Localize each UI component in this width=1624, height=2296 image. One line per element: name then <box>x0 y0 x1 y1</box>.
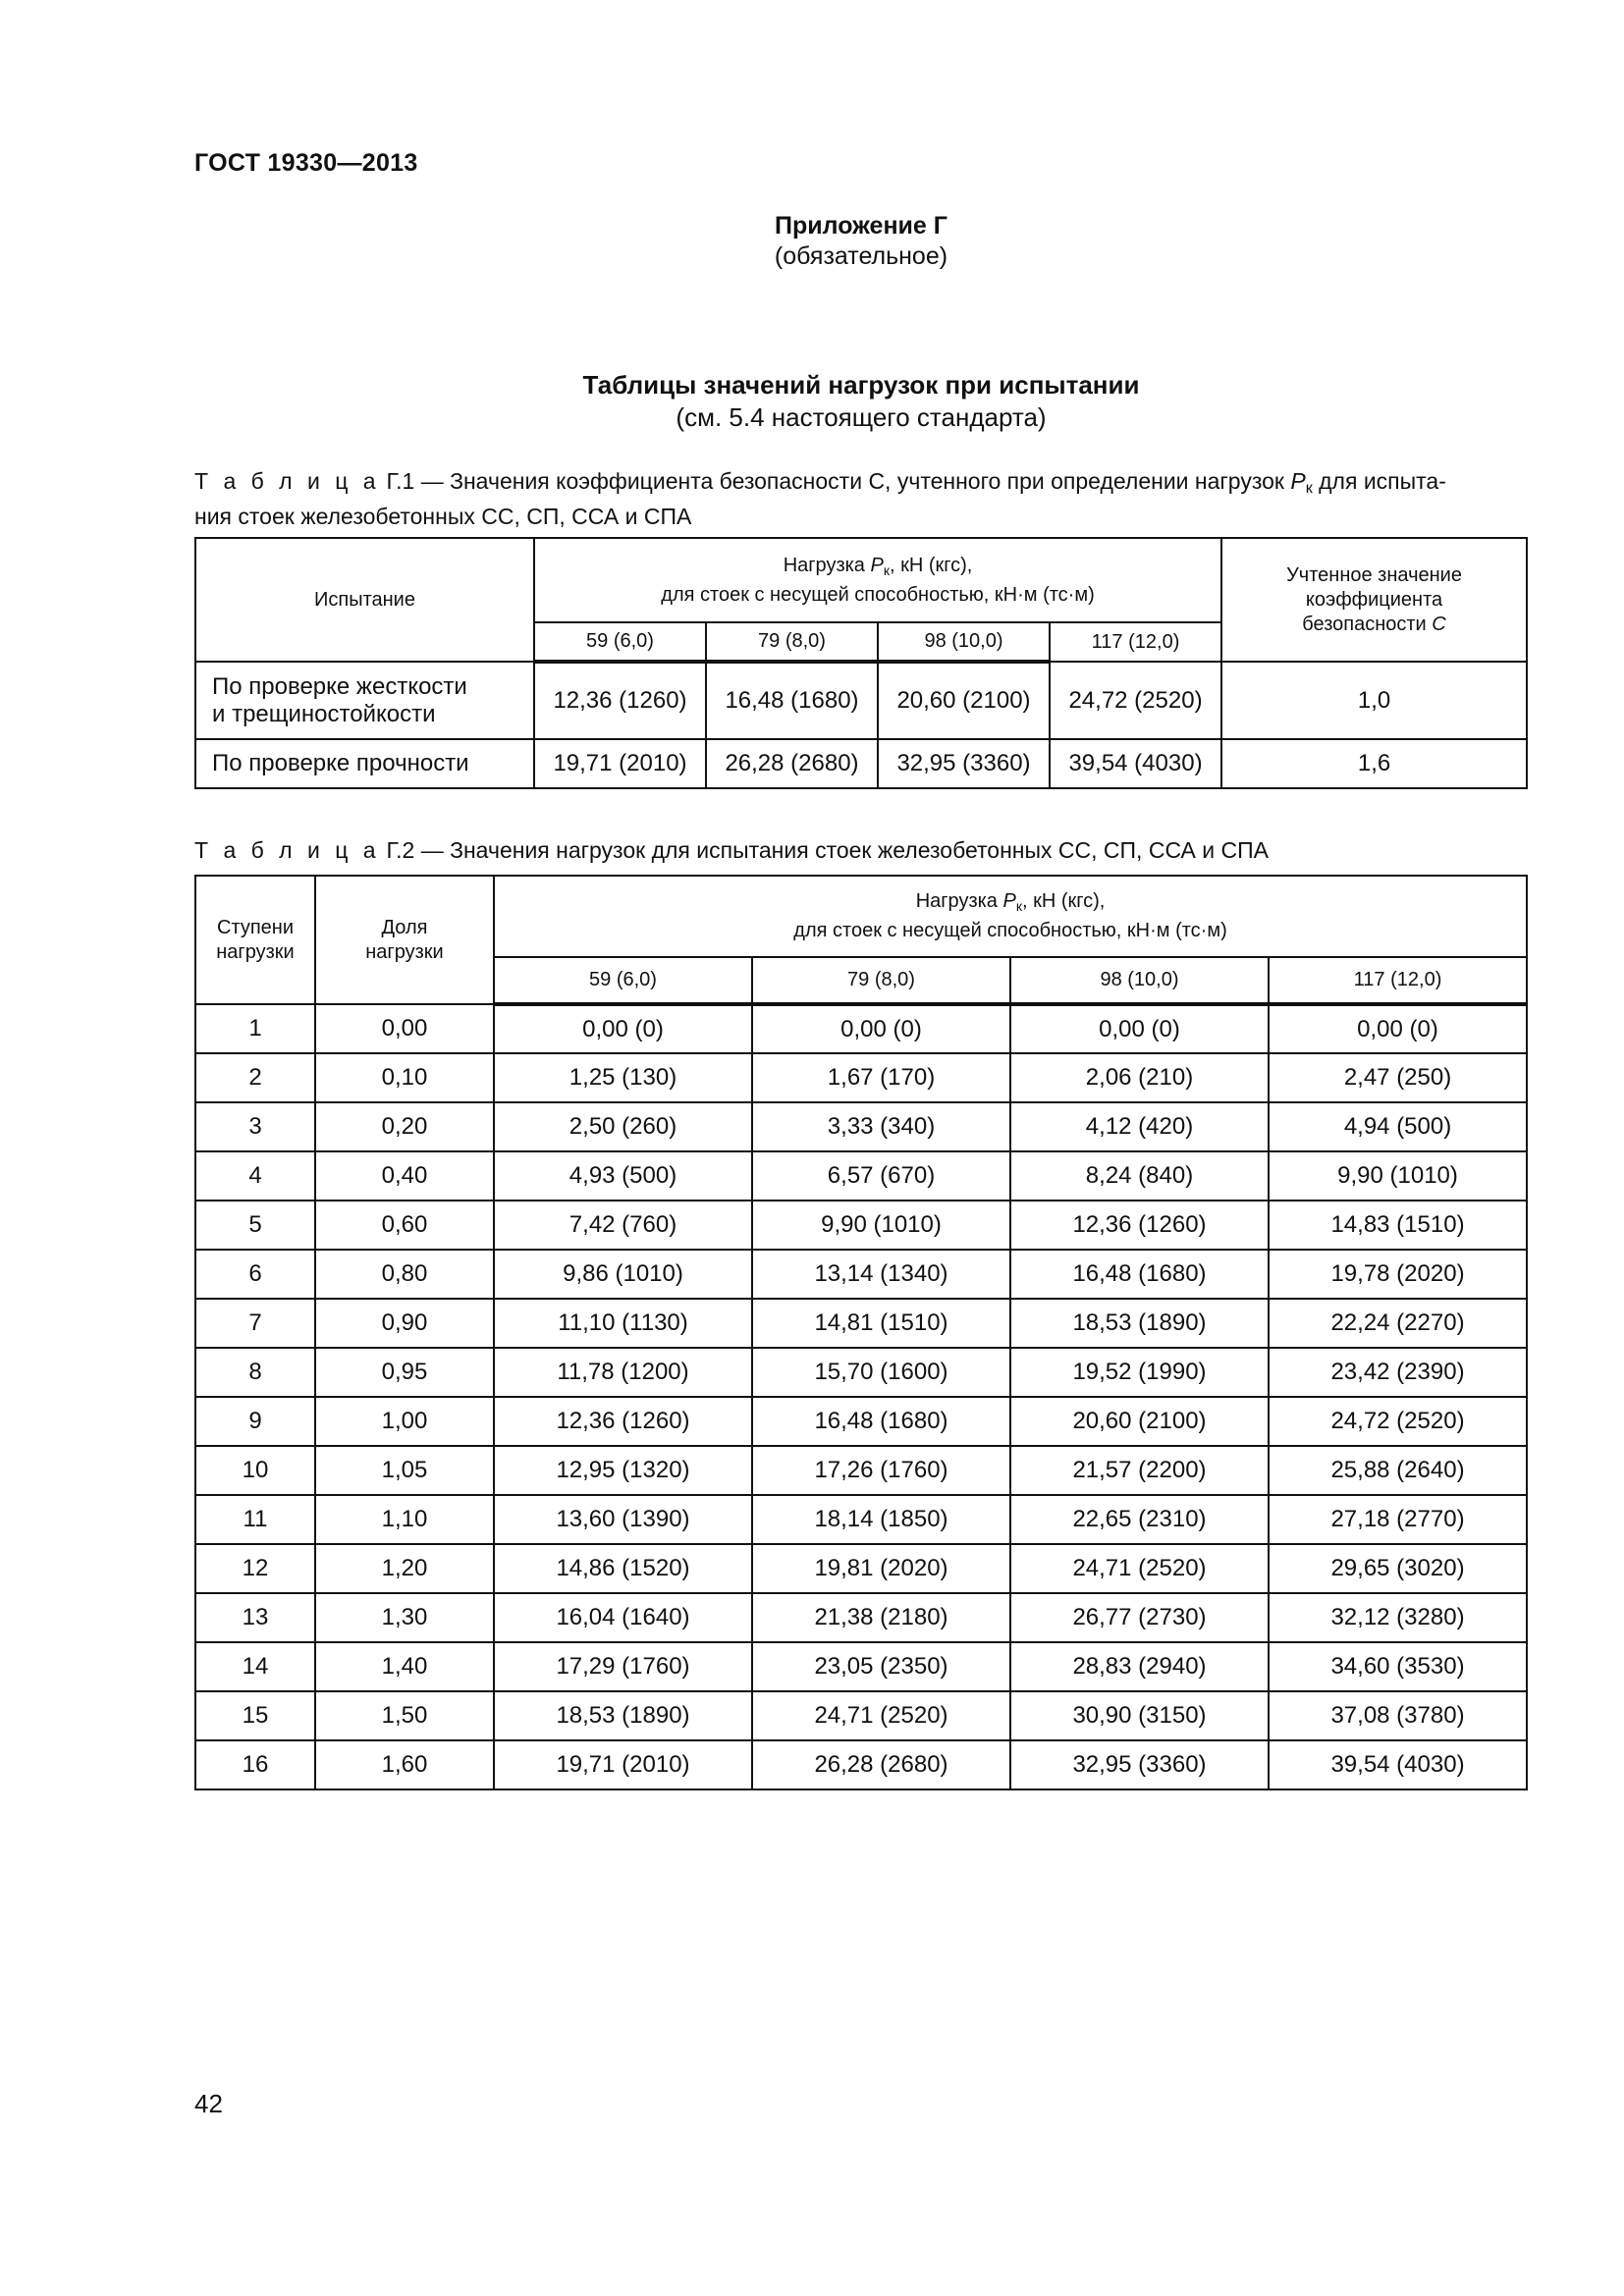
appendix-title: Приложение Г <box>775 212 947 240</box>
table-cell: 1,67 (170) <box>752 1053 1010 1102</box>
table-cell: 22,24 (2270) <box>1269 1299 1527 1348</box>
table-cell: 19,71 (2010) <box>534 739 706 788</box>
table2-step-cell: 5 <box>195 1201 315 1250</box>
table2-share-cell: 0,90 <box>315 1299 494 1348</box>
table-cell: 12,95 (1320) <box>494 1446 752 1495</box>
table-cell: 20,60 (2100) <box>878 662 1050 739</box>
table-cell: 2,50 (260) <box>494 1102 752 1151</box>
table2-capacity: 117 (12,0) <box>1269 957 1527 1004</box>
table-cell: 14,86 (1520) <box>494 1544 752 1593</box>
table-cell: 24,72 (2520) <box>1050 662 1221 739</box>
table1-header-load: Нагрузка $P_к$, кН (кгс), для стоек с несущей способностью, кН·м (тс·м) <box>534 538 1221 622</box>
table-cell: 18,14 (1850) <box>752 1495 1010 1544</box>
appendix-status: (обязательное) <box>774 242 948 270</box>
table-row <box>195 1642 1527 1691</box>
table-cell: 18,53 (1890) <box>494 1691 752 1740</box>
document-code: ГОСТ 19330—2013 <box>194 149 418 177</box>
table-cell: 25,88 (2640) <box>1269 1446 1527 1495</box>
table-cell: 13,60 (1390) <box>494 1495 752 1544</box>
table-cell: 14,83 (1510) <box>1269 1201 1527 1250</box>
table2-step-cell: 12 <box>195 1544 315 1593</box>
table2-share-cell: 0,40 <box>315 1151 494 1201</box>
table2-step-cell: 2 <box>195 1053 315 1102</box>
table-cell: 16,48 (1680) <box>752 1397 1010 1446</box>
table-cell: 17,29 (1760) <box>494 1642 752 1691</box>
table-cell: 2,06 (210) <box>1010 1053 1269 1102</box>
table-row <box>195 1740 1527 1789</box>
table-row <box>195 662 1527 739</box>
table2-header-row <box>195 876 1527 957</box>
table-cell: 21,57 (2200) <box>1010 1446 1269 1495</box>
table2-step-cell: 9 <box>195 1397 315 1446</box>
table2-share-cell: 1,30 <box>315 1593 494 1642</box>
section-heading <box>0 369 1624 434</box>
table2-share-cell: 0,20 <box>315 1102 494 1151</box>
table-cell: 18,53 (1890) <box>1010 1299 1269 1348</box>
table1-caption-label: Т а б л и ц а <box>194 468 381 494</box>
table-cell: 26,77 (2730) <box>1010 1593 1269 1642</box>
section-subtitle: (см. 5.4 настоящего стандарта) <box>676 402 1047 432</box>
table-cell: 6,57 (670) <box>752 1151 1010 1201</box>
table-cell: 39,54 (4030) <box>1269 1740 1527 1789</box>
table1 <box>194 537 1528 789</box>
table2-capacity: 79 (8,0) <box>752 957 1010 1004</box>
table1-capacity: 117 (12,0) <box>1050 622 1221 662</box>
table-cell: 0,00 (0) <box>1269 1004 1527 1053</box>
table1-capacity: 59 (6,0) <box>534 622 706 662</box>
table-cell: 39,54 (4030) <box>1050 739 1221 788</box>
table-cell: 9,86 (1010) <box>494 1250 752 1299</box>
table-cell: 24,71 (2520) <box>752 1691 1010 1740</box>
table-cell: 15,70 (1600) <box>752 1348 1010 1397</box>
table-cell: 20,60 (2100) <box>1010 1397 1269 1446</box>
table-cell: 4,94 (500) <box>1269 1102 1527 1151</box>
table-cell: 12,36 (1260) <box>1010 1201 1269 1250</box>
table-row <box>195 1544 1527 1593</box>
table-cell: 2,47 (250) <box>1269 1053 1527 1102</box>
table-row <box>195 1593 1527 1642</box>
table-row <box>195 1004 1527 1053</box>
table-cell: 19,71 (2010) <box>494 1740 752 1789</box>
table-cell: 11,10 (1130) <box>494 1299 752 1348</box>
table-cell: 19,81 (2020) <box>752 1544 1010 1593</box>
table2-share-cell: 1,20 <box>315 1544 494 1593</box>
table-cell: 21,38 (2180) <box>752 1593 1010 1642</box>
table-row <box>195 1691 1527 1740</box>
table2-share-cell: 1,10 <box>315 1495 494 1544</box>
table-row <box>195 1299 1527 1348</box>
table-row <box>195 1201 1527 1250</box>
table-cell: 0,00 (0) <box>494 1004 752 1053</box>
table-row <box>195 739 1527 788</box>
table2-step-cell: 16 <box>195 1740 315 1789</box>
table2-step-cell: 13 <box>195 1593 315 1642</box>
table-cell: 24,71 (2520) <box>1010 1544 1269 1593</box>
table-cell: 26,28 (2680) <box>706 739 878 788</box>
table1-capacity: 98 (10,0) <box>878 622 1050 662</box>
table2-header-load: Нагрузка $P_к$, кН (кгс), для стоек с несущей способностью, кН·м (тс·м) <box>494 876 1527 957</box>
table2 <box>194 875 1528 1790</box>
table-cell: 17,26 (1760) <box>752 1446 1010 1495</box>
table2-share-cell: 0,95 <box>315 1348 494 1397</box>
table2-step-cell: 14 <box>195 1642 315 1691</box>
table1-header-test: Испытание <box>195 538 534 662</box>
table-cell: 22,65 (2310) <box>1010 1495 1269 1544</box>
table2-caption: Т а б л и ц а Г.2 — Значения нагрузок для испытания стоек железобетонных СС, СП, ССА и СПА <box>194 837 1270 863</box>
table-cell: 24,72 (2520) <box>1269 1397 1527 1446</box>
table-row <box>195 1446 1527 1495</box>
table-cell: 1,25 (130) <box>494 1053 752 1102</box>
table1-row-label: По проверке жесткости и трещиностойкости <box>195 662 534 739</box>
table-cell: 0,00 (0) <box>752 1004 1010 1053</box>
table-cell: 7,42 (760) <box>494 1201 752 1250</box>
table-cell: 3,33 (340) <box>752 1102 1010 1151</box>
table-cell: 9,90 (1010) <box>1269 1151 1527 1201</box>
table2-share-cell: 0,60 <box>315 1201 494 1250</box>
table1-row-label: По проверке прочности <box>195 739 534 788</box>
table-cell: 9,90 (1010) <box>752 1201 1010 1250</box>
table-cell: 19,78 (2020) <box>1269 1250 1527 1299</box>
table-cell: 30,90 (3150) <box>1010 1691 1269 1740</box>
table-cell: 11,78 (1200) <box>494 1348 752 1397</box>
table2-step-cell: 3 <box>195 1102 315 1151</box>
table2-share-cell: 1,40 <box>315 1642 494 1691</box>
table2-step-cell: 15 <box>195 1691 315 1740</box>
table2-step-cell: 4 <box>195 1151 315 1201</box>
table2-step-cell: 6 <box>195 1250 315 1299</box>
table-cell: 19,52 (1990) <box>1010 1348 1269 1397</box>
table-cell: 37,08 (3780) <box>1269 1691 1527 1740</box>
table-cell: 16,04 (1640) <box>494 1593 752 1642</box>
table-cell: 27,18 (2770) <box>1269 1495 1527 1544</box>
table-row <box>195 1102 1527 1151</box>
table-cell: 8,24 (840) <box>1010 1151 1269 1201</box>
table-row <box>195 1397 1527 1446</box>
table-cell: 14,81 (1510) <box>752 1299 1010 1348</box>
table2-body <box>195 1004 1527 1789</box>
table-cell: 29,65 (3020) <box>1269 1544 1527 1593</box>
table-cell: 16,48 (1680) <box>706 662 878 739</box>
section-title: Таблицы значений нагрузок при испытании <box>582 370 1140 400</box>
table2-share-cell: 1,60 <box>315 1740 494 1789</box>
table2-step-cell: 10 <box>195 1446 315 1495</box>
table1-capacity: 79 (8,0) <box>706 622 878 662</box>
table2-step-cell: 7 <box>195 1299 315 1348</box>
table1-header-row <box>195 538 1527 622</box>
table2-header-step: Ступени нагрузки <box>195 876 315 1004</box>
table2-step-cell: 1 <box>195 1004 315 1053</box>
table2-share-cell: 0,80 <box>315 1250 494 1299</box>
table-row <box>195 1151 1527 1201</box>
table-cell: 16,48 (1680) <box>1010 1250 1269 1299</box>
table2-share-cell: 1,05 <box>315 1446 494 1495</box>
table-row <box>195 1053 1527 1102</box>
table-cell: 1,0 <box>1221 662 1527 739</box>
table-cell: 28,83 (2940) <box>1010 1642 1269 1691</box>
table-cell: 1,6 <box>1221 739 1527 788</box>
table2-step-cell: 11 <box>195 1495 315 1544</box>
table-cell: 26,28 (2680) <box>752 1740 1010 1789</box>
appendix-heading <box>0 211 1624 272</box>
table-cell: 32,95 (3360) <box>878 739 1050 788</box>
table-cell: 4,93 (500) <box>494 1151 752 1201</box>
table2-header-share: Доля нагрузки <box>315 876 494 1004</box>
table-row <box>195 1348 1527 1397</box>
table-cell: 23,05 (2350) <box>752 1642 1010 1691</box>
table2-step-cell: 8 <box>195 1348 315 1397</box>
table-cell: 12,36 (1260) <box>534 662 706 739</box>
table1-header-coef: Учтенное значение коэффициента безопасности С <box>1221 538 1527 662</box>
table-cell: 13,14 (1340) <box>752 1250 1010 1299</box>
table1-caption: Т а б л и ц а Г.1 — Значения коэффициента безопасности С, учтенного при определении нагрузок $P_к$ для испыта- ния стоек железобетонных СС, СП, ССА и СПА <box>194 468 1446 529</box>
table-cell: 0,00 (0) <box>1010 1004 1269 1053</box>
table2-share-cell: 1,00 <box>315 1397 494 1446</box>
table2-capacity: 98 (10,0) <box>1010 957 1269 1004</box>
table-cell: 32,95 (3360) <box>1010 1740 1269 1789</box>
table-cell: 12,36 (1260) <box>494 1397 752 1446</box>
table-row <box>195 1495 1527 1544</box>
table-row <box>195 1250 1527 1299</box>
table-cell: 34,60 (3530) <box>1269 1642 1527 1691</box>
table-cell: 4,12 (420) <box>1010 1102 1269 1151</box>
table-cell: 32,12 (3280) <box>1269 1593 1527 1642</box>
table2-caption-label: Т а б л и ц а <box>194 837 381 863</box>
page-number: 42 <box>194 2089 223 2118</box>
table2-capacity: 59 (6,0) <box>494 957 752 1004</box>
table2-share-cell: 0,10 <box>315 1053 494 1102</box>
table2-share-cell: 0,00 <box>315 1004 494 1053</box>
table-cell: 23,42 (2390) <box>1269 1348 1527 1397</box>
table2-share-cell: 1,50 <box>315 1691 494 1740</box>
